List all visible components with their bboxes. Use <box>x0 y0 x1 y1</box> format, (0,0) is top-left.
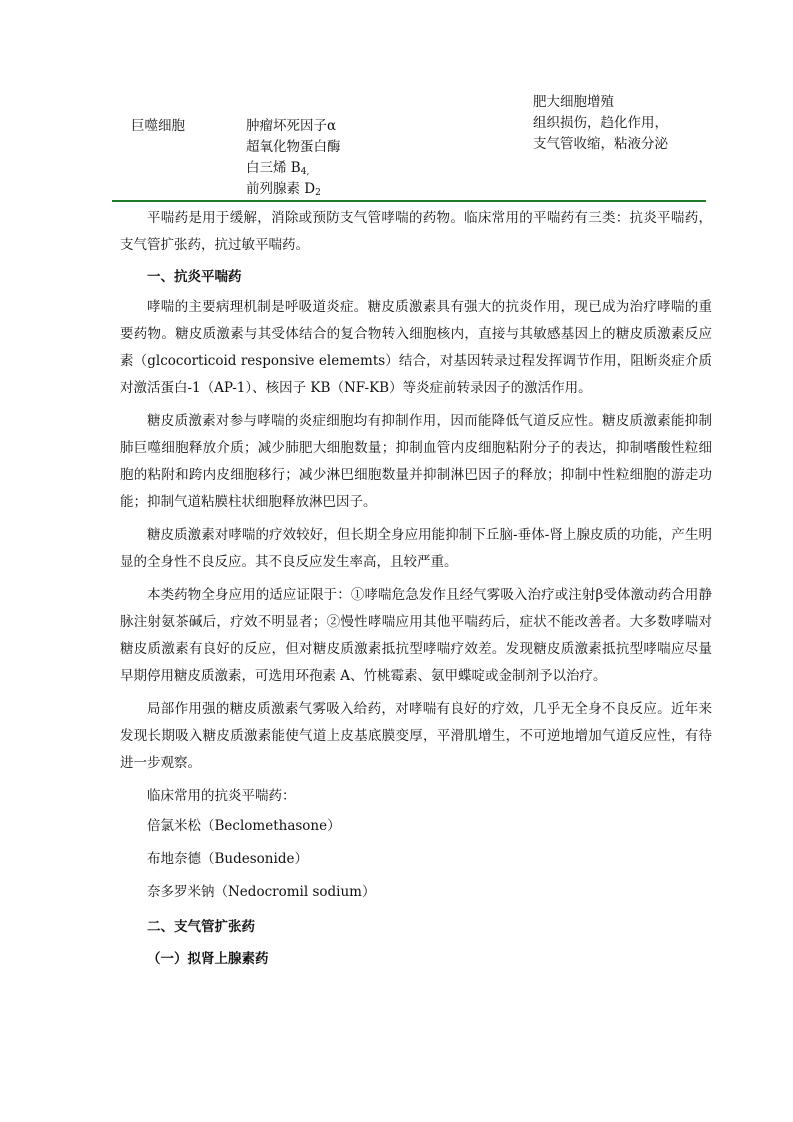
mediator-item: 白三烯 $B_{4,}$ <box>246 160 310 177</box>
paragraph: 糖皮质激素对参与哮喘的炎症细胞均有抑制作用，因而能降低气道反应性。糖皮质激素能抑制肺巨噬细胞释放介质；减少肺肥大细胞数量；抑制血管内皮细胞粘附分子的表达，抑制嗜酸性粒细胞的粘附和跨内皮细胞移行；减少淋巴细胞数量并抑制淋巴因子的释放；抑制中性粒细胞的游走功能；抑制气道粘膜柱状细胞释放淋巴因子。 <box>120 413 712 510</box>
table-bottom-rule <box>112 200 706 202</box>
drug-item: 奈多罗米钠（Nedocromil sodium） <box>147 884 376 900</box>
effect-item: 组织损伤，趋化作用， <box>533 115 668 131</box>
paragraph: 本类药物全身应用的适应证限于：①哮喘危急发作且经气雾吸入治疗或注射β受体激动药合用静脉注射氨茶碱后，疗效不明显者；②慢性哮喘应用其他平喘药后，症状不能改善者。大多数哮喘对糖皮质激素有良好的反应，但对糖皮质激素抵抗型哮喘疗效差。发现糖皮质激素抵抗型哮喘应尽量早期停用糖皮质激素，可选用环孢素 A、竹桃霉素、氨甲蝶啶或金制剂予以治疗。 <box>120 587 712 684</box>
paragraph: 临床常用的抗炎平喘药： <box>147 788 296 804</box>
paragraph: 局部作用强的糖皮质激素气雾吸入给药，对哮喘有良好的疗效，几乎无全身不良反应。近年来发现长期吸入糖皮质激素能使气道上皮基底膜变厚，平滑肌增生，不可逆地增加气道反应性，有待进一步观察。 <box>120 701 712 771</box>
subscript: 4, <box>300 167 310 177</box>
subscript: 2 <box>315 188 321 198</box>
paragraph: 哮喘的主要病理机制是呼吸道炎症。糖皮质激素具有强大的抗炎作用，现已成为治疗哮喘的重要药物。糖皮质激素与其受体结合的复合物转入细胞核内，直接与其敏感基因上的糖皮质激素反应素（glcocorticoid responsive elememts）结合，对基因转录过程发挥调节作用，阻断炎症介质对激活蛋白-1（AP-1）、核因子 KB（NF-KB）等炎症前转录因子的激活作用。 <box>120 299 712 396</box>
cell-type: 巨噬细胞 <box>131 118 185 134</box>
mediator-item: 肿瘤坏死因子α <box>246 118 337 134</box>
mediator-list <box>246 116 341 200</box>
table-fragment <box>112 92 706 200</box>
intro-paragraph: 平喘药是用于缓解，消除或预防支气管哮喘的药物。临床常用的平喘药有三类：抗炎平喘药，支气管扩张药，抗过敏平喘药。 <box>120 210 712 253</box>
section-heading: 二、支气管扩张药 <box>147 919 255 935</box>
paragraph: 糖皮质激素对哮喘的疗效较好，但长期全身应用能抑制下丘脑-垂体-肾上腺皮质的功能，产生明显的全身性不良反应。其不良反应发生率高，且较严重。 <box>120 527 712 570</box>
subsection-heading: （一）拟肾上腺素药 <box>147 951 269 967</box>
drug-item: 倍氯米松（Beclomethasone） <box>147 818 341 834</box>
section-heading: 一、抗炎平喘药 <box>147 269 242 285</box>
effect-list <box>533 92 668 155</box>
mediator-item: 前列腺素 $D_2$ <box>246 181 321 198</box>
drug-item: 布地奈德（Budesonide） <box>147 851 308 867</box>
effect-item: 支气管收缩，粘液分泌 <box>533 136 668 152</box>
document-body <box>120 205 712 976</box>
mediator-item: 超氧化物蛋白酶 <box>246 139 341 155</box>
effect-item: 肥大细胞增殖 <box>533 94 614 110</box>
